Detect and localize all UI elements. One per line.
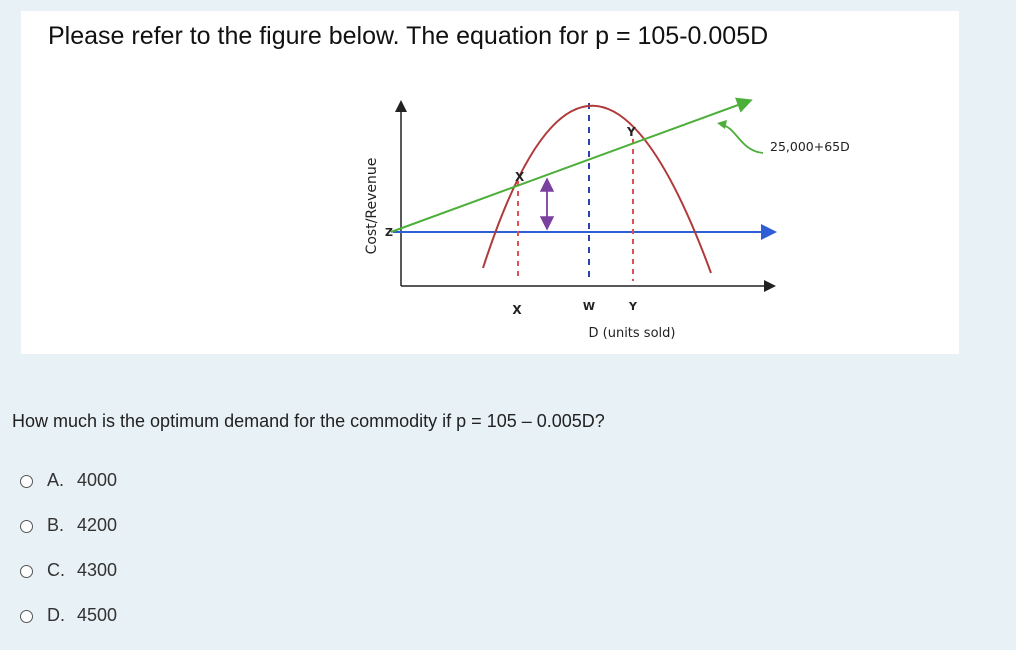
radio-button[interactable]: [20, 610, 33, 623]
option-a[interactable]: [20, 470, 117, 515]
option-value: 4000: [77, 470, 118, 490]
point-z-label: Z: [385, 226, 393, 239]
option-value: 4300: [77, 560, 118, 580]
option-letter: D.: [47, 605, 65, 625]
option-value: 4200: [77, 515, 118, 535]
question-text: How much is the optimum demand for the commodity if p = 105 – 0.005D?: [12, 411, 605, 431]
tick-x-label: X: [512, 303, 522, 317]
tick-y-label: Y: [629, 300, 637, 313]
x-axis-label: D (units sold): [588, 326, 676, 341]
cost-label-pointer: [723, 125, 763, 153]
y-axis-label: Cost/Revenue: [364, 157, 380, 255]
option-b[interactable]: [20, 515, 117, 560]
point-x-label: X: [515, 170, 525, 184]
revenue-curve: [483, 106, 711, 273]
radio-button[interactable]: [20, 520, 33, 533]
option-c[interactable]: [20, 560, 117, 605]
radio-button[interactable]: [20, 565, 33, 578]
radio-button[interactable]: [20, 475, 33, 488]
option-letter: C.: [47, 560, 65, 580]
option-value: 4500: [77, 605, 118, 625]
option-d[interactable]: [20, 605, 117, 650]
answer-options: [20, 470, 117, 650]
figure-title: Please refer to the figure below. The equation for p = 105-0.005D: [48, 22, 769, 50]
figure-panel: [21, 11, 959, 354]
option-letter: A.: [47, 470, 65, 490]
option-letter: B.: [47, 515, 65, 535]
tick-w-label: W: [582, 300, 596, 313]
cost-line-label: 25,000+65D: [770, 139, 850, 154]
total-cost-line: [391, 101, 749, 232]
break-even-figure: [21, 11, 959, 354]
point-y-label: Y: [627, 125, 636, 139]
